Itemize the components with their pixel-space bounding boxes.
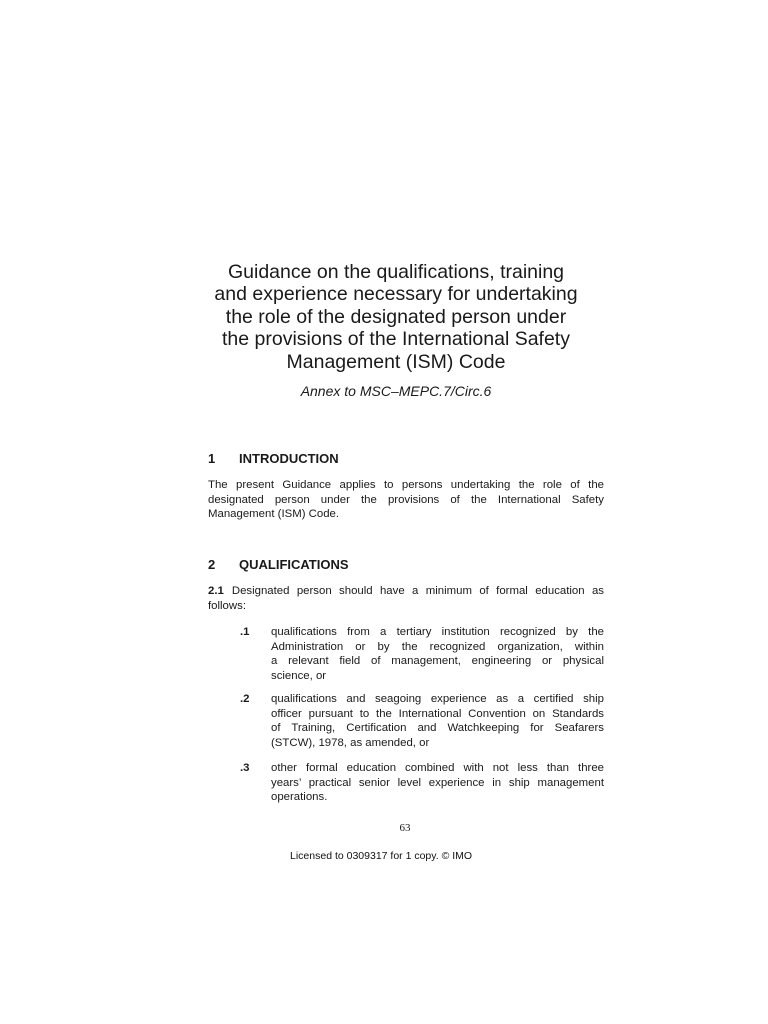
list-item-line: other formal education combined with not less than three bbox=[271, 762, 604, 774]
paragraph-line: designated person under the provisions of the International Safety bbox=[208, 493, 604, 506]
title-line: the provisions of the International Safety bbox=[222, 328, 570, 351]
paragraph-line-text: Designated person should have a minimum of formal education as bbox=[231, 585, 604, 597]
list-item-line: qualifications and seagoing experience as a certified ship bbox=[271, 693, 604, 705]
list-item-text bbox=[271, 625, 604, 683]
title-line: Guidance on the qualifications, training bbox=[227, 261, 565, 283]
paragraph-line: Management (ISM) Code. bbox=[208, 508, 340, 521]
list-item-number: .2 bbox=[240, 693, 250, 705]
list-item-text bbox=[271, 761, 604, 805]
section-heading-qualifications bbox=[208, 557, 349, 573]
list-item-line: a relevant field of management, engineering or physical bbox=[271, 655, 604, 668]
list-item-line: of Training, Certification and Watchkeeping for Seafarers bbox=[271, 722, 604, 735]
section-number: 1 bbox=[208, 451, 216, 466]
list-item-line: Administration or by the recognized organization, within bbox=[271, 640, 604, 653]
document-subtitle: Annex to MSC–MEPC.7/Circ.6 bbox=[300, 383, 492, 399]
section-number: 2 bbox=[208, 557, 216, 572]
paragraph-line: The present Guidance applies to persons undertaking the role of the bbox=[208, 479, 604, 491]
list-item-text bbox=[271, 692, 604, 750]
list-item-line: science, or bbox=[271, 669, 327, 682]
list-item-number: .1 bbox=[240, 626, 250, 638]
title-line: and experience necessary for undertaking bbox=[214, 283, 578, 306]
paragraph-2-1 bbox=[208, 584, 604, 613]
list-item-line: qualifications from a tertiary institution recognized by the bbox=[271, 626, 604, 638]
section-heading-introduction bbox=[208, 451, 339, 467]
section-title: INTRODUCTION bbox=[239, 451, 339, 466]
document-title bbox=[196, 261, 596, 373]
title-line: Management (ISM) Code bbox=[286, 350, 506, 373]
list-item-number: .3 bbox=[240, 762, 250, 774]
title-line: the role of the designated person under bbox=[225, 305, 567, 328]
list-item-line: years’ practical senior level experience in ship management bbox=[271, 776, 604, 789]
paragraph-line: follows: bbox=[208, 599, 246, 612]
paragraph-number: 2.1 bbox=[208, 585, 224, 597]
list-item-line: (STCW), 1978, as amended, or bbox=[271, 736, 430, 749]
list-item-line: officer pursuant to the International Convention on Standards bbox=[271, 707, 604, 720]
section-title: QUALIFICATIONS bbox=[239, 557, 349, 572]
page-number: 63 bbox=[399, 822, 411, 834]
paragraph-line bbox=[208, 584, 604, 599]
introduction-paragraph bbox=[208, 478, 604, 522]
list-item-line: operations. bbox=[271, 791, 328, 804]
license-notice: Licensed to 0309317 for 1 copy. © IMO bbox=[290, 850, 473, 862]
